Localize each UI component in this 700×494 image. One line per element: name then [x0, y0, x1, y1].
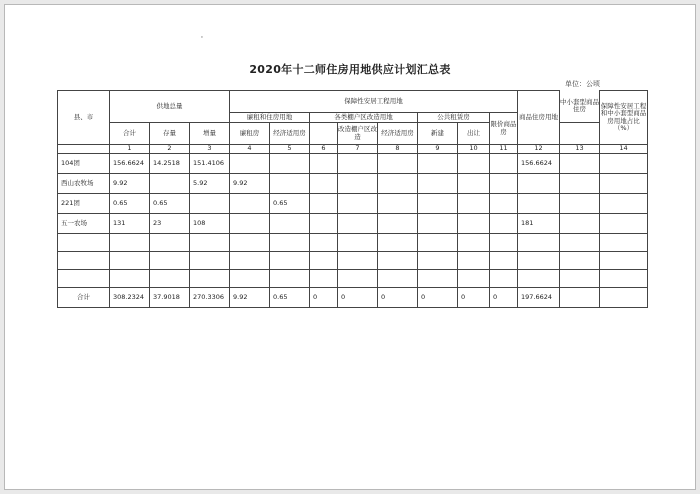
row-value-cell	[458, 154, 490, 174]
row-value-cell	[418, 252, 458, 270]
row-value-cell	[458, 214, 490, 234]
row-value-cell	[230, 270, 270, 288]
row-value-cell	[418, 174, 458, 194]
total-value-cell	[560, 288, 600, 308]
row-value-cell	[190, 270, 230, 288]
header-row-1	[58, 91, 648, 113]
row-value-cell: 14.2518	[150, 154, 190, 174]
header-small-unit: 中小套型商品住房	[560, 91, 600, 123]
header-small-unit-lower	[560, 123, 600, 145]
row-value-cell	[600, 174, 648, 194]
row-value-cell	[600, 214, 648, 234]
total-value-cell: 270.3306	[190, 288, 230, 308]
row-value-cell	[110, 234, 150, 252]
header-commercial: 商品住房用地	[518, 91, 560, 145]
table-row	[58, 234, 648, 252]
row-value-cell	[230, 154, 270, 174]
row-region-cell: 五一农场	[58, 214, 110, 234]
total-value-cell	[600, 288, 648, 308]
colnum: 9	[418, 145, 458, 154]
row-value-cell	[310, 234, 338, 252]
row-value-cell	[518, 234, 560, 252]
header-jingji: 经济适用房	[270, 123, 310, 145]
row-value-cell	[270, 234, 310, 252]
row-value-cell	[338, 194, 378, 214]
row-value-cell	[560, 174, 600, 194]
row-value-cell: 9.92	[230, 174, 270, 194]
row-value-cell	[560, 154, 600, 174]
row-value-cell	[270, 252, 310, 270]
colnum: 5	[270, 145, 310, 154]
supply-plan-table	[57, 90, 648, 308]
colnum: 11	[490, 145, 518, 154]
row-value-cell	[150, 252, 190, 270]
table-row	[58, 154, 648, 174]
document-title: 2020年十二师住房用地供应计划汇总表	[249, 63, 451, 76]
colnum: 6	[310, 145, 338, 154]
colnum: 3	[190, 145, 230, 154]
header-jingji2: 经济适用房	[378, 123, 418, 145]
header-zengliang: 增量	[190, 123, 230, 145]
header-penghu-group: 各类棚户区改造用地	[310, 113, 418, 123]
total-value-cell: 0	[378, 288, 418, 308]
header-xinjian: 新建	[418, 123, 458, 145]
total-value-cell: 0	[490, 288, 518, 308]
row-value-cell	[490, 154, 518, 174]
row-value-cell	[378, 252, 418, 270]
colnum: 2	[150, 145, 190, 154]
row-value-cell	[490, 234, 518, 252]
row-value-cell	[270, 270, 310, 288]
colnum	[58, 145, 110, 154]
row-value-cell	[490, 174, 518, 194]
header-guarantee: 保障性安居工程用地	[230, 91, 518, 113]
row-value-cell	[310, 252, 338, 270]
row-value-cell	[418, 270, 458, 288]
row-value-cell	[230, 194, 270, 214]
total-value-cell: 37.9018	[150, 288, 190, 308]
row-value-cell	[490, 252, 518, 270]
row-value-cell	[458, 270, 490, 288]
row-value-cell	[560, 234, 600, 252]
row-value-cell	[560, 270, 600, 288]
row-value-cell	[230, 252, 270, 270]
row-value-cell	[560, 194, 600, 214]
row-value-cell: 23	[150, 214, 190, 234]
row-value-cell	[338, 174, 378, 194]
document-page	[4, 4, 696, 490]
row-value-cell: 0.65	[150, 194, 190, 214]
row-value-cell	[110, 270, 150, 288]
row-value-cell: 9.92	[110, 174, 150, 194]
row-value-cell	[310, 174, 338, 194]
row-value-cell	[518, 194, 560, 214]
header-penghu-sub	[310, 123, 338, 145]
header-ratio: 保障性安居工程和中小套型商品房用地占比（%）	[600, 91, 648, 145]
row-value-cell: 0.65	[270, 194, 310, 214]
row-value-cell	[190, 252, 230, 270]
row-value-cell	[338, 234, 378, 252]
colnum: 7	[338, 145, 378, 154]
row-value-cell	[418, 194, 458, 214]
row-value-cell	[458, 252, 490, 270]
row-value-cell	[600, 194, 648, 214]
colnum: 13	[560, 145, 600, 154]
colnum: 4	[230, 145, 270, 154]
colnum: 10	[458, 145, 490, 154]
row-value-cell	[458, 194, 490, 214]
total-row	[58, 288, 648, 308]
row-value-cell	[270, 154, 310, 174]
row-value-cell	[600, 270, 648, 288]
table-row	[58, 252, 648, 270]
row-value-cell	[600, 252, 648, 270]
column-number-row	[58, 145, 648, 154]
row-region-cell: 104团	[58, 154, 110, 174]
row-value-cell	[270, 174, 310, 194]
total-value-cell: 0.65	[270, 288, 310, 308]
row-value-cell: 0.65	[110, 194, 150, 214]
row-value-cell	[378, 270, 418, 288]
colnum: 14	[600, 145, 648, 154]
header-anzhi: 改造棚户区改造	[338, 123, 378, 145]
row-value-cell: 151.4106	[190, 154, 230, 174]
row-region-cell	[58, 234, 110, 252]
header-gonggong-group: 公共租赁房	[418, 113, 490, 123]
total-value-cell: 0	[310, 288, 338, 308]
header-heji: 合计	[110, 123, 150, 145]
row-value-cell: 131	[110, 214, 150, 234]
row-region-cell	[58, 270, 110, 288]
row-value-cell	[378, 214, 418, 234]
row-value-cell	[270, 214, 310, 234]
row-value-cell	[338, 252, 378, 270]
header-chuzu: 出让	[458, 123, 490, 145]
total-value-cell: 197.6624	[518, 288, 560, 308]
row-value-cell	[190, 194, 230, 214]
row-value-cell	[150, 234, 190, 252]
row-value-cell	[110, 252, 150, 270]
row-value-cell	[150, 174, 190, 194]
row-value-cell	[518, 270, 560, 288]
row-value-cell	[458, 234, 490, 252]
colnum: 12	[518, 145, 560, 154]
row-value-cell	[230, 214, 270, 234]
row-value-cell	[338, 214, 378, 234]
row-value-cell	[418, 214, 458, 234]
header-lianzu-group: 廉租和住房用地	[230, 113, 310, 123]
row-value-cell	[518, 252, 560, 270]
row-value-cell	[150, 270, 190, 288]
table-row	[58, 174, 648, 194]
row-value-cell	[490, 194, 518, 214]
row-value-cell	[560, 214, 600, 234]
row-value-cell	[338, 270, 378, 288]
total-value-cell: 0	[458, 288, 490, 308]
row-value-cell	[310, 270, 338, 288]
row-value-cell	[560, 252, 600, 270]
row-value-cell	[490, 214, 518, 234]
total-value-cell: 308.2324	[110, 288, 150, 308]
header-lianzu: 廉租房	[230, 123, 270, 145]
table-row	[58, 214, 648, 234]
row-value-cell	[378, 234, 418, 252]
colnum: 8	[378, 145, 418, 154]
row-value-cell	[418, 234, 458, 252]
row-value-cell	[418, 154, 458, 174]
total-value-cell: 0	[418, 288, 458, 308]
total-value-cell: 9.92	[230, 288, 270, 308]
row-region-cell	[58, 252, 110, 270]
header-row-3	[58, 123, 648, 145]
total-label: 合计	[58, 288, 110, 308]
row-value-cell	[338, 154, 378, 174]
table-row	[58, 194, 648, 214]
row-value-cell	[378, 154, 418, 174]
header-region: 县、市	[58, 91, 110, 145]
row-value-cell	[378, 194, 418, 214]
unit-label: 单位：公顷	[565, 80, 600, 88]
colnum: 1	[110, 145, 150, 154]
row-value-cell	[490, 270, 518, 288]
row-value-cell: 181	[518, 214, 560, 234]
header-cunliang: 存量	[150, 123, 190, 145]
header-xianjia: 限价商品房	[490, 113, 518, 145]
row-value-cell	[600, 154, 648, 174]
row-region-cell: 221团	[58, 194, 110, 214]
table-row	[58, 270, 648, 288]
scan-mark: '	[201, 35, 203, 43]
row-value-cell: 5.92	[190, 174, 230, 194]
row-value-cell: 108	[190, 214, 230, 234]
row-value-cell	[310, 194, 338, 214]
row-value-cell	[190, 234, 230, 252]
row-value-cell	[378, 174, 418, 194]
row-value-cell	[230, 234, 270, 252]
row-region-cell: 西山农牧场	[58, 174, 110, 194]
total-value-cell: 0	[338, 288, 378, 308]
header-supply-total: 供地总量	[110, 91, 230, 123]
row-value-cell	[518, 174, 560, 194]
row-value-cell: 156.6624	[110, 154, 150, 174]
row-value-cell	[310, 154, 338, 174]
row-value-cell	[458, 174, 490, 194]
row-value-cell	[310, 214, 338, 234]
row-value-cell	[600, 234, 648, 252]
row-value-cell: 156.6624	[518, 154, 560, 174]
